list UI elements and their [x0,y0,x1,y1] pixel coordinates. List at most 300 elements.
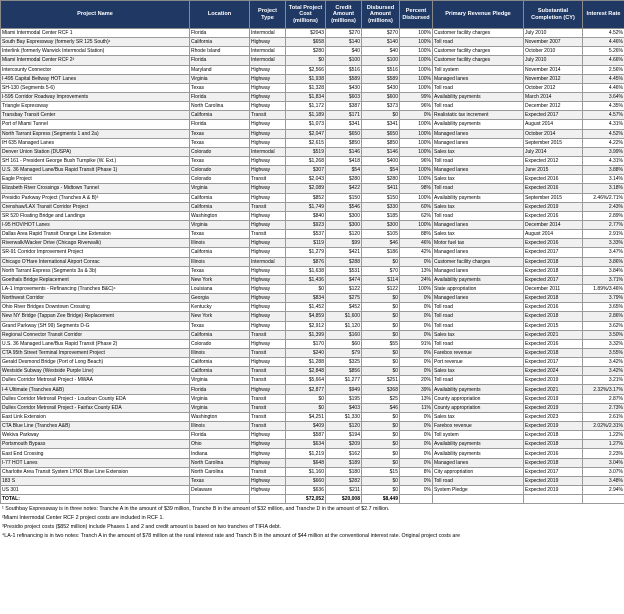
interest-rate-cell: 3.42% [583,367,624,376]
interest-rate-cell: 4.46% [583,38,624,47]
interest-rate-cell: 3.18% [583,184,624,193]
table-row [1,303,624,312]
project-name-cell: I-4 Ultimate (Tranches A&B) [1,385,190,394]
credit-amount-cell: $850 [326,138,362,147]
location-cell: California [190,111,250,120]
completion-cell: Expected 2017 [524,358,583,367]
completion-cell: Expected 2012 [524,156,583,165]
project-type-cell: Highway [250,358,286,367]
table-row [1,412,624,421]
interest-rate-cell: 2.56% [583,65,624,74]
revenue-pledge-cell: Managed lanes [433,266,524,275]
disbursed-amount-cell: $330 [362,202,400,211]
table-row [1,486,624,495]
project-name-cell: North Tarrant Express (Segments 1 and 2a) [1,129,190,138]
table-row [1,467,624,476]
project-type-cell: Highway [250,284,286,293]
interest-rate-cell: 3.62% [583,321,624,330]
percent-disbursed-cell: 0% [400,449,433,458]
col-header-disbursed-amount: Disbursed Amount (millions) [362,1,400,29]
table-row [1,92,624,101]
interest-rate-cell: 4.52% [583,129,624,138]
location-cell: Texas [190,83,250,92]
table-row [1,239,624,248]
revenue-pledge-cell: City appropriation [433,467,524,476]
revenue-pledge-cell: Toll system [433,65,524,74]
project-type-cell: Transit [250,467,286,476]
total-cost-cell: $1,328 [286,83,326,92]
percent-disbursed-cell: 100% [400,138,433,147]
interest-rate-cell: 3.99% [583,147,624,156]
interest-rate-cell: 3.14% [583,175,624,184]
credit-amount-cell: $546 [326,202,362,211]
disbursed-amount-cell: $0 [362,476,400,485]
project-type-cell: Highway [250,431,286,440]
project-type-cell: Highway [250,440,286,449]
revenue-pledge-cell: Toll system [433,431,524,440]
total-cost-cell: $5,664 [286,376,326,385]
total-cost-cell: $0 [286,56,326,65]
interest-rate-cell: 3.42% [583,358,624,367]
revenue-pledge-cell: Toll road [433,102,524,111]
credit-amount-cell: $280 [326,175,362,184]
total-blank [433,495,524,504]
project-name-cell: U.S. 36 Managed Lane/Bus Rapid Transit (Phase 2) [1,339,190,348]
revenue-pledge-cell: Port revenue [433,358,524,367]
disbursed-amount-cell: $0 [362,321,400,330]
total-row [1,495,624,504]
revenue-pledge-cell: Sales tax [433,367,524,376]
header-row [1,1,624,29]
completion-cell: July 2010 [524,29,583,38]
completion-cell: October 2010 [524,47,583,56]
project-type-cell: Highway [250,321,286,330]
revenue-pledge-cell: County appropriation [433,394,524,403]
completion-cell: September 2015 [524,193,583,202]
percent-disbursed-cell: 0% [400,422,433,431]
project-type-cell: Highway [250,385,286,394]
total-cost-cell: $2,043 [286,175,326,184]
interest-rate-cell: 4.46% [583,83,624,92]
completion-cell: October 2014 [524,129,583,138]
project-name-cell: LA-1 Improvements - Refinancing (Tranches B&C)⁴ [1,284,190,293]
percent-disbursed-cell: 20% [400,376,433,385]
project-type-cell: Highway [250,38,286,47]
revenue-pledge-cell: Availability payments [433,92,524,101]
project-type-cell: Highway [250,476,286,485]
disbursed-amount-cell: $15 [362,467,400,476]
revenue-pledge-cell: Toll road [433,312,524,321]
revenue-pledge-cell: Availability payments [433,120,524,129]
completion-cell: Expected 2019 [524,422,583,431]
completion-cell: Expected 2019 [524,476,583,485]
disbursed-amount-cell: $0 [362,257,400,266]
total-cost-cell: $876 [286,257,326,266]
interest-rate-cell: 4.31% [583,120,624,129]
revenue-pledge-cell: Customer facility charges [433,47,524,56]
interest-rate-cell: 3.65% [583,303,624,312]
percent-disbursed-cell: 100% [400,83,433,92]
location-cell: Washington [190,412,250,421]
total-cost-cell: $840 [286,211,326,220]
location-cell: Virginia [190,184,250,193]
project-type-cell: Transit [250,330,286,339]
project-type-cell: Highway [250,458,286,467]
location-cell: California [190,193,250,202]
credit-amount-cell: $1,120 [326,321,362,330]
credit-amount-cell: $99 [326,239,362,248]
total-cost-cell: $1,834 [286,92,326,101]
disbursed-amount-cell: $150 [362,193,400,202]
disbursed-amount-cell: $122 [362,284,400,293]
interest-rate-cell: 2.87% [583,394,624,403]
project-type-cell: Highway [250,120,286,129]
credit-amount-cell: $189 [326,458,362,467]
credit-amount-cell: $856 [326,367,362,376]
project-type-cell: Highway [250,102,286,111]
project-name-cell: Riverwalk/Wacker Drive (Chicago Riverwalk) [1,239,190,248]
project-type-cell: Highway [250,486,286,495]
project-type-cell: Highway [250,129,286,138]
credit-amount-cell: $171 [326,111,362,120]
total-cost-cell: $537 [286,230,326,239]
total-cost-cell: $240 [286,348,326,357]
table-row [1,385,624,394]
credit-amount-cell: $275 [326,294,362,303]
project-type-cell: Transit [250,376,286,385]
col-header-total-cost: Total Project Cost (millions) [286,1,326,29]
project-type-cell: Transit [250,394,286,403]
location-cell: Maryland [190,65,250,74]
revenue-pledge-cell: Sales tax [433,175,524,184]
project-name-cell: Chicago O'Hare International Airport Conrac [1,257,190,266]
percent-disbursed-cell: 60% [400,202,433,211]
interest-rate-cell: 4.52% [583,29,624,38]
credit-amount-cell: $421 [326,248,362,257]
revenue-pledge-cell: Toll road [433,339,524,348]
project-type-cell: Highway [250,303,286,312]
interest-rate-cell: 3.04% [583,458,624,467]
interest-rate-cell: 3.21% [583,376,624,385]
completion-cell: July 2010 [524,56,583,65]
col-header-interest-rate: Interest Rate [583,1,624,29]
total-cost-cell: $280 [286,47,326,56]
disbursed-amount-cell: $0 [362,330,400,339]
disbursed-amount-cell: $185 [362,211,400,220]
project-name-cell: SR-91 Corridor Improvement Project [1,248,190,257]
col-header-credit-amount: Credit Amount (millions) [326,1,362,29]
credit-amount-cell: $195 [326,394,362,403]
col-header-revenue-pledge: Primary Revenue Pledge [433,1,524,29]
revenue-pledge-cell: State appropriation [433,284,524,293]
credit-amount-cell: $282 [326,476,362,485]
percent-disbursed-cell: 100% [400,193,433,202]
table-row [1,74,624,83]
project-type-cell: Highway [250,275,286,284]
percent-disbursed-cell: 100% [400,175,433,184]
project-name-cell: SH-130 (Segments 5-6) [1,83,190,92]
location-cell: Virginia [190,394,250,403]
total-cost-cell: $1,189 [286,111,326,120]
credit-amount-cell: $160 [326,330,362,339]
credit-amount-cell: $120 [326,230,362,239]
revenue-pledge-cell: Availability payments [433,440,524,449]
revenue-pledge-cell: Toll road [433,303,524,312]
interest-rate-cell: 2.23% [583,449,624,458]
disbursed-amount-cell: $589 [362,74,400,83]
location-cell: Texas [190,476,250,485]
disbursed-amount-cell: $186 [362,248,400,257]
completion-cell: Expected 2016 [524,184,583,193]
project-name-cell: Denver Union Station (DUSPA) [1,147,190,156]
disbursed-amount-cell: $0 [362,111,400,120]
disbursed-amount-cell: $146 [362,147,400,156]
interest-rate-cell: 1.89%/3.46% [583,284,624,293]
location-cell: California [190,202,250,211]
percent-disbursed-cell: 100% [400,120,433,129]
interest-rate-cell: 3.71% [583,275,624,284]
interest-rate-cell: 1.22% [583,431,624,440]
table-row [1,56,624,65]
credit-amount-cell: $79 [326,348,362,357]
completion-cell: July 2014 [524,147,583,156]
table-row [1,120,624,129]
project-name-cell: I-595 Corridor Roadway Improvements [1,92,190,101]
project-name-cell: Triangle Expressway [1,102,190,111]
project-type-cell: Highway [250,74,286,83]
col-header-completion: Substantial Completion (CY) [524,1,583,29]
credit-amount-cell: $531 [326,266,362,275]
revenue-pledge-cell: System Pledge [433,486,524,495]
total-cost-cell: $1,073 [286,120,326,129]
project-name-cell: Miami Intermodal Center RCF 1 [1,29,190,38]
table-row [1,367,624,376]
project-type-cell: Highway [250,339,286,348]
interest-rate-cell: 4.22% [583,138,624,147]
completion-cell: Expected 2016 [524,449,583,458]
percent-disbursed-cell: 100% [400,147,433,156]
project-name-cell: I-495 Capital Beltway HOT Lanes [1,74,190,83]
table-row [1,138,624,147]
location-cell: California [190,358,250,367]
revenue-pledge-cell: Managed lanes [433,138,524,147]
disbursed-amount-cell: $300 [362,220,400,229]
revenue-pledge-cell: Sales tax [433,202,524,211]
revenue-pledge-cell: Toll road [433,38,524,47]
project-type-cell: Transit [250,175,286,184]
table-row [1,83,624,92]
project-type-cell: Intermodal [250,47,286,56]
total-cost-cell: $587 [286,431,326,440]
total-cost-cell: $1,160 [286,467,326,476]
total-cost-cell: $2,047 [286,129,326,138]
credit-amount-cell: $418 [326,156,362,165]
location-cell: Florida [190,120,250,129]
credit-amount-cell: $146 [326,147,362,156]
total-cost-cell: $1,399 [286,330,326,339]
percent-disbursed-cell: 24% [400,275,433,284]
disbursed-amount-cell: $0 [362,303,400,312]
percent-disbursed-cell: 100% [400,47,433,56]
interest-rate-cell: 3.50% [583,330,624,339]
credit-amount-cell: $422 [326,184,362,193]
completion-cell: Expected 2018 [524,458,583,467]
table-row [1,449,624,458]
location-cell: Georgia [190,294,250,303]
completion-cell: Expected 2018 [524,294,583,303]
disbursed-amount-cell: $100 [362,56,400,65]
project-type-cell: Highway [250,211,286,220]
interest-rate-cell: 2.91% [583,230,624,239]
total-cost-cell: $636 [286,486,326,495]
percent-disbursed-cell: 100% [400,38,433,47]
total-cost-cell: $409 [286,422,326,431]
percent-disbursed-cell: 100% [400,284,433,293]
percent-disbursed-cell: 0% [400,348,433,357]
location-cell: Ohio [190,440,250,449]
completion-cell: Expected 2017 [524,275,583,284]
project-type-cell: Highway [250,193,286,202]
revenue-pledge-cell: County appropriation [433,403,524,412]
project-name-cell: North Tarrant Express (Segments 3a & 3b) [1,266,190,275]
credit-amount-cell: $341 [326,120,362,129]
project-name-cell: Northwest Corridor [1,294,190,303]
revenue-pledge-cell: Customer facility charges [433,29,524,38]
disbursed-amount-cell: $55 [362,339,400,348]
total-blank [250,495,286,504]
location-cell: Illinois [190,257,250,266]
credit-amount-cell: $162 [326,449,362,458]
disbursed-amount-cell: $0 [362,449,400,458]
credit-amount-cell: $100 [326,56,362,65]
table-row [1,348,624,357]
total-label: TOTAL: [1,495,190,504]
table-row [1,321,624,330]
table-row [1,431,624,440]
project-type-cell: Highway [250,239,286,248]
credit-amount-cell: $474 [326,275,362,284]
disbursed-amount-cell: $0 [362,367,400,376]
disbursed-amount-cell: $0 [362,294,400,303]
project-name-cell: Dulles Corridor Metrorail Project - MWAA [1,376,190,385]
project-name-cell: CTA Blue Line (Tranches A&B) [1,422,190,431]
interest-rate-cell: 2.43% [583,202,624,211]
completion-cell: Expected 2019 [524,403,583,412]
revenue-pledge-cell: Availability payments [433,193,524,202]
credit-amount-cell: $589 [326,74,362,83]
credit-amount-cell: $452 [326,303,362,312]
total-cost-cell: $4,859 [286,312,326,321]
percent-disbursed-cell: 96% [400,102,433,111]
table-row [1,376,624,385]
revenue-pledge-cell: Availability payments [433,275,524,284]
credit-amount-cell: $180 [326,467,362,476]
completion-cell: Expected 2018 [524,312,583,321]
table-row [1,147,624,156]
project-type-cell: Highway [250,65,286,74]
percent-disbursed-cell: 100% [400,220,433,229]
revenue-pledge-cell: Customer facility charges [433,56,524,65]
table-row [1,184,624,193]
revenue-pledge-cell: Toll road [433,211,524,220]
percent-disbursed-cell: 99% [400,92,433,101]
project-name-cell: East End Crossing [1,449,190,458]
location-cell: Texas [190,230,250,239]
footnote-2: ²Miami Intermodal Center RCF 2 project costs are included in RCF 1. [2,515,164,522]
table-row [1,330,624,339]
completion-cell: Expected 2016 [524,239,583,248]
percent-disbursed-cell: 98% [400,184,433,193]
credit-amount-cell: $140 [326,38,362,47]
disbursed-amount-cell: $280 [362,175,400,184]
credit-amount-cell: $60 [326,339,362,348]
revenue-pledge-cell: Availability payments [433,449,524,458]
table-row [1,440,624,449]
total-disbursed: $8,449 [362,495,400,504]
revenue-pledge-cell: Managed lanes [433,74,524,83]
location-cell: Louisiana [190,284,250,293]
percent-disbursed-cell: 0% [400,303,433,312]
project-type-cell: Transit [250,202,286,211]
total-cost-cell: $658 [286,38,326,47]
interest-rate-cell: 4.45% [583,74,624,83]
interest-rate-cell: 4.66% [583,56,624,65]
disbursed-amount-cell: $0 [362,358,400,367]
project-name-cell: Transbay Transit Center [1,111,190,120]
revenue-pledge-cell: Toll road [433,321,524,330]
location-cell: Florida [190,385,250,394]
total-blank [400,495,433,504]
completion-cell: Expected 2016 [524,175,583,184]
location-cell: Virginia [190,74,250,83]
table-row [1,294,624,303]
location-cell: Illinois [190,422,250,431]
revenue-pledge-cell: Managed lanes [433,166,524,175]
completion-cell: Expected 2021 [524,385,583,394]
percent-disbursed-cell: 0% [400,476,433,485]
total-cost-cell: $1,452 [286,303,326,312]
location-cell: Texas [190,138,250,147]
project-type-cell: Transit [250,367,286,376]
percent-disbursed-cell: 0% [400,312,433,321]
disbursed-amount-cell: $0 [362,412,400,421]
project-name-cell: Charlotte Area Transit System LYNX Blue Line Extension [1,467,190,476]
project-name-cell: U.S. 36 Managed Lane/Bus Rapid Transit (Phase 1) [1,166,190,175]
percent-disbursed-cell: 13% [400,394,433,403]
table-row [1,312,624,321]
disbursed-amount-cell: $0 [362,486,400,495]
location-cell: Kentucky [190,303,250,312]
interest-rate-cell: 2.89% [583,211,624,220]
total-blank [583,495,624,504]
percent-disbursed-cell: 100% [400,74,433,83]
total-cost-cell: $923 [286,220,326,229]
percent-disbursed-cell: 88% [400,230,433,239]
total-cost-cell: $1,268 [286,156,326,165]
total-cost-cell: $0 [286,394,326,403]
project-name-cell: Portsmouth Bypass [1,440,190,449]
disbursed-amount-cell: $0 [362,440,400,449]
location-cell: North Carolina [190,467,250,476]
project-name-cell: Intercounty Connector [1,65,190,74]
footnote-1: ¹ Southbay Expressway is in three notes: Tranche A in the amount of $39 million, Tranche B in the amount of $32 million, and Tranche D in the amount of $2.7 million. [2,506,390,513]
project-name-cell: Grand Parkway (SH 99) Segments D-G [1,321,190,330]
project-type-cell: Transit [250,348,286,357]
interest-rate-cell: 2.86% [583,312,624,321]
revenue-pledge-cell: Sales tax [433,230,524,239]
project-name-cell: New NY Bridge (Tappan Zee Bridge) Replacement [1,312,190,321]
completion-cell: Expected 2015 [524,321,583,330]
